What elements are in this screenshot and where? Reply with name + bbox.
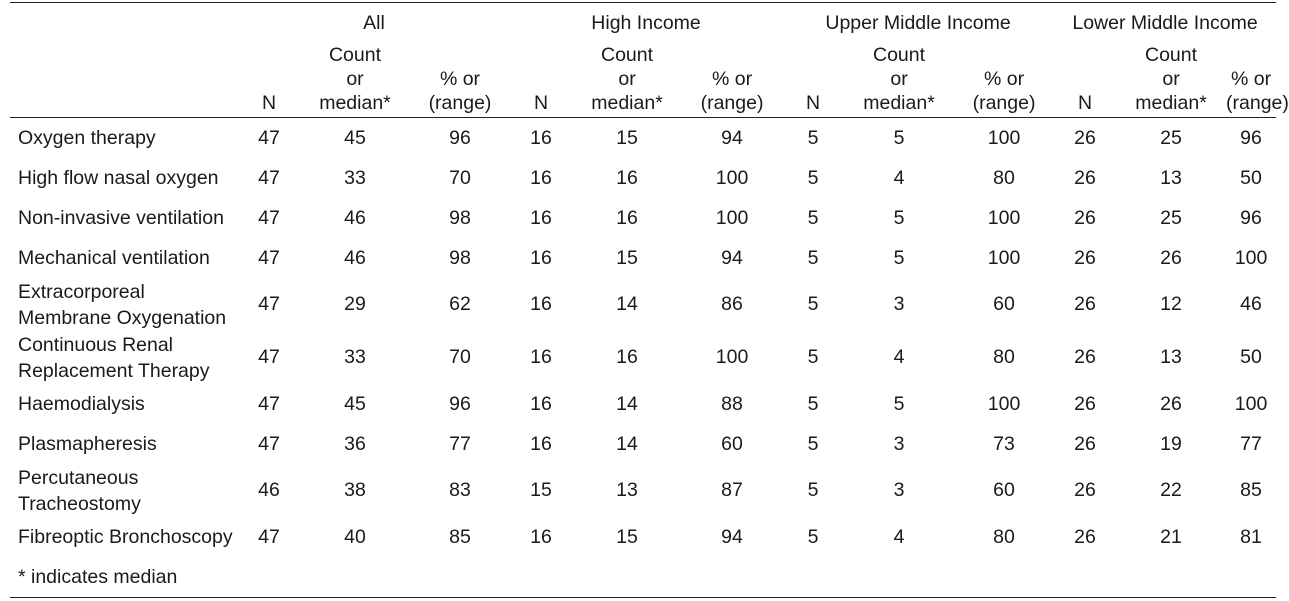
subheader-count-line: or: [346, 68, 364, 90]
subheader-pct-line: (range): [1226, 92, 1289, 114]
table-cell: 96: [449, 392, 471, 415]
table-cell: 96: [449, 126, 471, 149]
table-row: [10, 384, 1276, 424]
subheader-n-label: N: [533, 92, 549, 114]
table-cell: 5: [893, 206, 905, 229]
table-cell: 5: [807, 126, 819, 149]
table-row: [10, 198, 1276, 238]
table-cell: 16: [530, 525, 552, 548]
table-cell: 16: [530, 166, 552, 189]
table-cell: 16: [616, 166, 638, 189]
table-cell: 98: [449, 246, 471, 269]
table-cell: 5: [893, 392, 905, 415]
table-cell: 73: [993, 432, 1015, 455]
table-cell: 45: [344, 392, 366, 415]
row-label-line: Tracheostomy: [18, 492, 141, 515]
table-cell: 100: [715, 346, 749, 368]
table-cell: 46: [258, 479, 280, 501]
subheader-count-line: median*: [863, 92, 935, 114]
subheader-n-upper: [782, 43, 844, 118]
subheader-count-lower: [1116, 43, 1226, 118]
table-cell: 13: [1160, 166, 1182, 189]
table-cell: 40: [344, 525, 366, 548]
resource-availability-table: [10, 2, 1289, 598]
table-cell: 16: [530, 293, 552, 315]
table-row: [10, 464, 1276, 517]
table-cell: 94: [721, 525, 743, 548]
row-label: Plasmapheresis: [18, 433, 157, 455]
subheader-pct-line: % or: [439, 68, 481, 90]
subheader-count-line: Count: [873, 44, 926, 66]
subheader-n-high: [510, 43, 572, 118]
row-label: Non-invasive ventilation: [18, 207, 224, 229]
table-cell: 85: [1240, 479, 1262, 501]
table-row: [10, 331, 1276, 384]
table-cell: 77: [1240, 432, 1262, 455]
row-label: [10, 331, 238, 384]
table-cell: 3: [893, 479, 905, 501]
table-cell: 86: [721, 293, 743, 315]
table-cell: 13: [616, 479, 638, 501]
table-cell: 81: [1240, 525, 1262, 548]
subheader-n-lower: [1054, 43, 1116, 118]
table-cell: 80: [993, 346, 1015, 368]
table-cell: 70: [449, 346, 471, 368]
table-cell: 47: [258, 166, 280, 189]
table-cell: 22: [1160, 479, 1182, 501]
table-cell: 16: [530, 206, 552, 229]
table-cell: 5: [893, 126, 905, 149]
table-cell: 5: [893, 246, 905, 269]
table-cell: 87: [721, 479, 743, 501]
group-header-all: All: [363, 11, 385, 34]
row-label: Fibreoptic Bronchoscopy: [18, 526, 233, 548]
group-header-upper-middle-income: Upper Middle Income: [825, 11, 1011, 34]
table-cell: 47: [258, 432, 280, 455]
subheader-count-line: Count: [328, 44, 382, 66]
row-label-line: Continuous Renal: [18, 333, 174, 356]
subheader-pct-all: [410, 43, 510, 118]
table-cell: 100: [987, 246, 1021, 269]
row-label: [10, 278, 238, 331]
subheader-n-all: [238, 43, 300, 118]
table-cell: 100: [715, 206, 749, 229]
row-label: Haemodialysis: [18, 393, 145, 415]
header-blank: [10, 43, 238, 118]
table-cell: 50: [1240, 346, 1262, 368]
subheader-count-line: median*: [319, 92, 391, 114]
table-cell: 26: [1074, 246, 1096, 269]
table-cell: 14: [616, 432, 638, 455]
subheader-pct-high: [682, 43, 782, 118]
subheader-pct-line: % or: [983, 68, 1025, 90]
table-cell: 12: [1160, 293, 1182, 315]
table-cell: 62: [449, 293, 471, 315]
subheader-n-label: N: [261, 92, 277, 114]
table-cell: 13: [1160, 346, 1182, 368]
table-cell: 47: [258, 525, 280, 548]
table-cell: 47: [258, 206, 280, 229]
table-cell: 36: [344, 432, 366, 455]
table-cell: 16: [530, 126, 552, 149]
table-cell: 19: [1160, 432, 1182, 455]
row-label-line: Membrane Oxygenation: [18, 306, 227, 329]
row-label-line: Replacement Therapy: [18, 359, 210, 382]
subheader-pct-line: % or: [711, 68, 753, 90]
subheader-count-line: median*: [1135, 92, 1207, 114]
table-row: [10, 158, 1276, 198]
table-cell: 85: [449, 525, 471, 548]
subheader-pct-line: (range): [428, 92, 492, 114]
table-cell: 77: [449, 432, 471, 455]
table-cell: 100: [1234, 392, 1268, 415]
table-cell: 3: [893, 432, 905, 455]
table-row: [10, 238, 1276, 278]
table-cell: 4: [893, 166, 905, 189]
table-cell: 25: [1160, 126, 1182, 149]
table-cell: 26: [1074, 479, 1096, 501]
subheader-count-line: or: [1162, 68, 1180, 90]
table-cell: 5: [807, 246, 819, 269]
table-cell: 98: [449, 206, 471, 229]
table-cell: 16: [530, 246, 552, 269]
table-cell: 80: [993, 525, 1015, 548]
table-cell: 14: [616, 293, 638, 315]
table-cell: 33: [344, 166, 366, 189]
footnote-row: [10, 557, 1276, 598]
table-row: [10, 424, 1276, 464]
table-cell: 60: [993, 293, 1015, 315]
table-cell: 100: [987, 206, 1021, 229]
subheader-count-upper: [844, 43, 954, 118]
subheader-pct-line: (range): [700, 92, 764, 114]
table-cell: 83: [449, 479, 471, 501]
table-cell: 26: [1074, 392, 1096, 415]
table-cell: 45: [344, 126, 366, 149]
table-cell: 26: [1074, 432, 1096, 455]
group-header-lower-middle-income: Lower Middle Income: [1072, 11, 1258, 34]
table-cell: 3: [893, 293, 905, 315]
table-row: [10, 278, 1276, 331]
table-cell: 4: [893, 346, 905, 368]
table-cell: 5: [807, 432, 819, 455]
table-cell: 96: [1240, 206, 1262, 229]
table-cell: 14: [616, 392, 638, 415]
row-label-line: Percutaneous: [18, 466, 139, 489]
table-cell: 15: [616, 525, 638, 548]
table-cell: 70: [449, 166, 471, 189]
subheader-count-line: Count: [1145, 44, 1198, 66]
table-cell: 88: [721, 392, 743, 415]
table-cell: 26: [1074, 525, 1096, 548]
table-cell: 25: [1160, 206, 1182, 229]
table-cell: 38: [344, 479, 366, 501]
row-label: [10, 464, 238, 517]
table-cell: 50: [1240, 166, 1262, 189]
table-cell: 26: [1160, 392, 1182, 415]
table-cell: 94: [721, 126, 743, 149]
table-cell: 26: [1160, 246, 1182, 269]
subheader-pct-lower: [1226, 43, 1289, 118]
table-cell: 26: [1074, 346, 1096, 368]
table-cell: 26: [1074, 206, 1096, 229]
table-row: [10, 118, 1276, 159]
subheader-count-high: [572, 43, 682, 118]
subheader-count-line: median*: [591, 92, 663, 114]
table-cell: 46: [344, 206, 366, 229]
subheader-count-line: or: [618, 68, 636, 90]
table-cell: 16: [530, 432, 552, 455]
table-cell: 5: [807, 392, 819, 415]
table-cell: 100: [715, 166, 749, 189]
subheader-count-all: [300, 43, 410, 118]
subheader-row: [10, 43, 1276, 118]
subheader-n-label: N: [1077, 92, 1093, 114]
table-cell: 80: [993, 166, 1015, 189]
table-cell: 60: [721, 432, 743, 455]
table-row: [10, 517, 1276, 557]
subheader-pct-upper: [954, 43, 1054, 118]
table-cell: 15: [530, 479, 552, 501]
table-cell: 5: [807, 479, 819, 501]
table-cell: 47: [258, 126, 280, 149]
subheader-count-line: or: [890, 68, 908, 90]
table-cell: 16: [530, 346, 552, 368]
table-cell: 94: [721, 246, 743, 269]
table-cell: 21: [1160, 525, 1182, 548]
table-cell: 5: [807, 346, 819, 368]
table-cell: 26: [1074, 166, 1096, 189]
table-cell: 96: [1240, 126, 1262, 149]
table-cell: 5: [807, 525, 819, 548]
table-cell: 15: [616, 246, 638, 269]
table-cell: 47: [258, 392, 280, 415]
table-cell: 100: [987, 126, 1021, 149]
table-cell: 16: [616, 346, 638, 368]
row-label: High flow nasal oxygen: [18, 167, 219, 189]
table-cell: 16: [530, 392, 552, 415]
group-header-row: [10, 3, 1276, 44]
table-body: [10, 118, 1276, 558]
row-label: Mechanical ventilation: [18, 247, 210, 269]
table-cell: 15: [616, 126, 638, 149]
table-cell: 5: [807, 206, 819, 229]
group-header-high-income: High Income: [591, 11, 701, 34]
table-cell: 26: [1074, 126, 1096, 149]
table-cell: 100: [987, 392, 1021, 415]
table-cell: 60: [993, 479, 1015, 501]
subheader-n-label: N: [805, 92, 821, 114]
table-cell: 100: [1234, 246, 1268, 269]
table-cell: 26: [1074, 293, 1096, 315]
table-cell: 33: [344, 346, 366, 368]
subheader-pct-line: (range): [972, 92, 1036, 114]
table-cell: 29: [344, 293, 366, 315]
header-blank: [10, 3, 238, 44]
table-cell: 16: [616, 206, 638, 229]
table-cell: 46: [1240, 293, 1262, 315]
table-cell: 46: [344, 246, 366, 269]
table-cell: 5: [807, 293, 819, 315]
subheader-count-line: Count: [600, 44, 654, 66]
table-cell: 5: [807, 166, 819, 189]
table-cell: 4: [893, 525, 905, 548]
table-cell: 47: [258, 346, 280, 368]
footnote: * indicates median: [18, 565, 178, 588]
row-label-line: Extracorporeal: [18, 280, 145, 303]
subheader-pct-line: % or: [1230, 68, 1272, 90]
row-label: Oxygen therapy: [18, 127, 156, 149]
table-cell: 47: [258, 246, 280, 269]
table-cell: 47: [258, 293, 280, 315]
